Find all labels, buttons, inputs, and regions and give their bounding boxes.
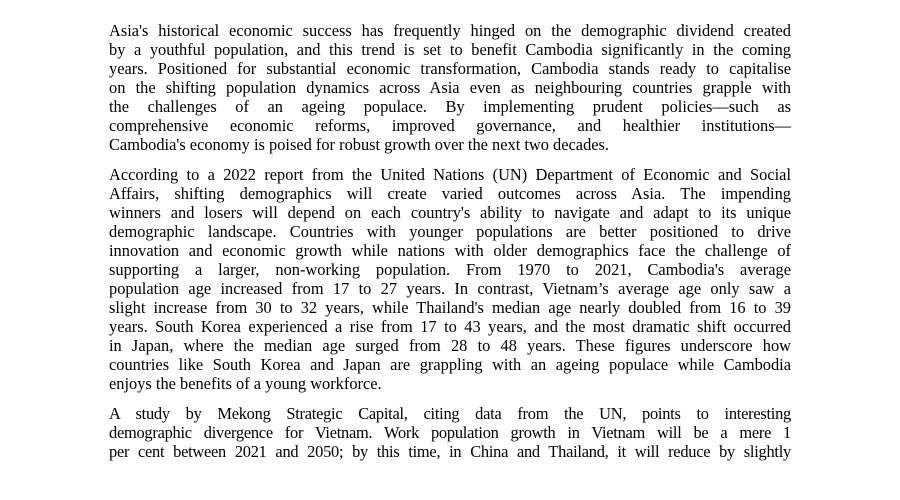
text-line: Affairs, shifting demographics will create varied outcomes across Asia. The impending [109, 184, 791, 203]
text-line: comprehensive economic reforms, improved governance, and healthier institutions— [109, 116, 791, 135]
text-line: in Japan, where the median age surged from 28 to 48 years. These figures underscore how [109, 336, 791, 355]
text-line: winners and losers will depend on each country's ability to navigate and adapt to its unique [109, 203, 791, 222]
paragraph-un-report [109, 165, 791, 393]
text-line: demographic divergence for Vietnam. Work population growth in Vietnam will be a mere 1 [109, 423, 791, 442]
paragraph-mekong-study [109, 404, 791, 461]
text-line: supporting a larger, non-working population. From 1970 to 2021, Cambodia's average [109, 260, 791, 279]
text-line: by a youthful population, and this trend is set to benefit Cambodia significantly in the coming [109, 40, 791, 59]
document-body [109, 21, 791, 472]
text-line: Cambodia's economy is poised for robust growth over the next two decades. [109, 135, 610, 154]
text-line: A study by Mekong Strategic Capital, citing data from the UN, points to interesting [109, 404, 791, 423]
text-line: years. Positioned for substantial economic transformation, Cambodia stands ready to capitalise [109, 59, 791, 78]
text-line: on the shifting population dynamics across Asia even as neighbouring countries grapple with [109, 78, 791, 97]
paragraph-demographic-dividend [109, 21, 791, 154]
text-line: population age increased from 17 to 27 years. In contrast, Vietnam’s average age only saw a [109, 279, 791, 298]
text-line: per cent between 2021 and 2050; by this time, in China and Thailand, it will reduce by slightly [109, 442, 791, 461]
text-line: the challenges of an ageing populace. By implementing prudent policies—such as [109, 97, 791, 116]
text-line: According to a 2022 report from the United Nations (UN) Department of Economic and Social [109, 165, 791, 184]
text-line: enjoys the benefits of a young workforce. [109, 374, 382, 393]
text-line: Asia's historical economic success has frequently hinged on the demographic dividend created [109, 21, 791, 40]
text-line: innovation and economic growth while nations with older demographics face the challenge of [109, 241, 791, 260]
text-line: demographic landscape. Countries with younger populations are better positioned to drive [109, 222, 791, 241]
text-line: slight increase from 30 to 32 years, while Thailand's median age nearly doubled from 16 to 39 [109, 298, 791, 317]
text-line: countries like South Korea and Japan are grappling with an ageing populace while Cambodia [109, 355, 791, 374]
text-line: years. South Korea experienced a rise from 17 to 43 years, and the most dramatic shift occurred [109, 317, 791, 336]
